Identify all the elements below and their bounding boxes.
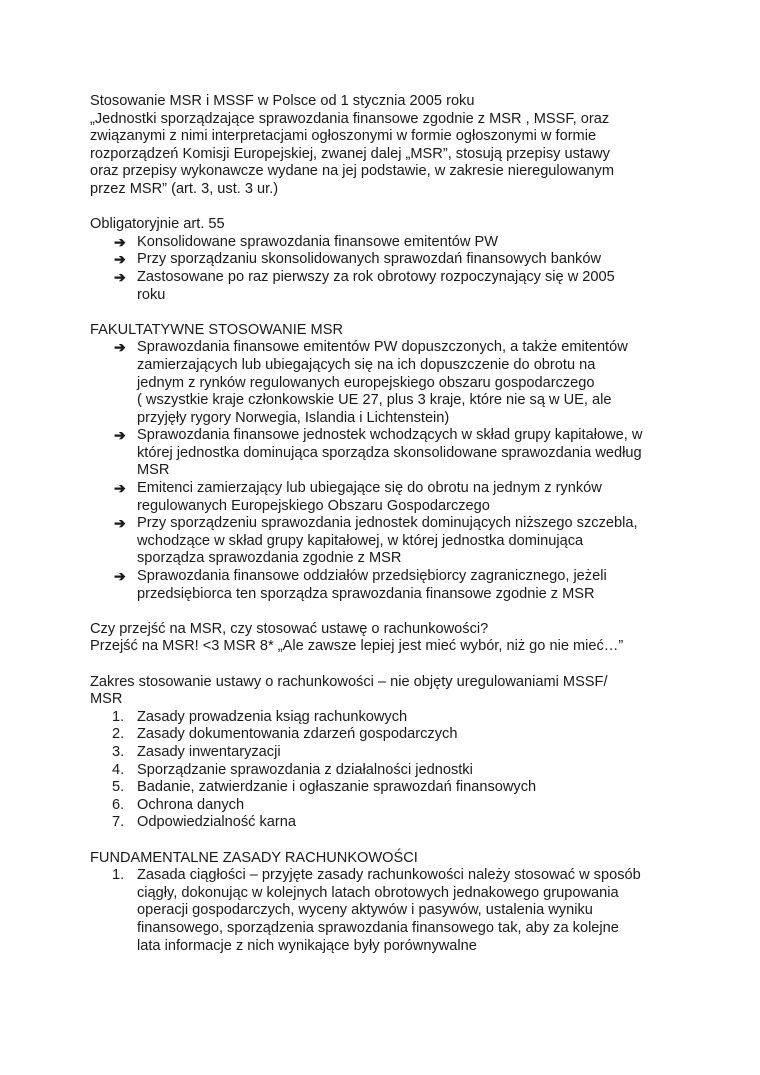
list-item [90,744,680,762]
list-item-text: Sprawozdania finansowe jednostek wchodzących w skład grupy kapitałowe, w [137,427,643,444]
list-item-text: Konsolidowane sprawozdania finansowe emitentów PW [137,233,498,250]
list-item-text: Zasada ciągłości – przyjęte zasady rachunkowości należy stosować w sposób [137,867,641,884]
quote-line: związanymi z nimi interpretacjami ogłoszonymi w formie ogłoszonymi w formie [90,128,597,145]
list-item-text: ( wszystkie kraje członkowskie UE 27, plus 3 kraje, które nie są w UE, ale [137,392,612,409]
obligatory-list [90,234,680,304]
section-title: Stosowanie MSR i MSSF w Polsce od 1 stycznia 2005 roku [90,93,475,109]
question-line: Czy przejść na MSR, czy stosować ustawę o rachunkowości? [90,620,489,637]
list-item-text: Zasady prowadzenia ksiąg rachunkowych [137,708,408,725]
list-item-text: sporządza sprawozdania zgodnie z MSR [137,550,402,567]
list-item-text: Odpowiedzialność karna [137,814,296,831]
list-item-text: Sporządzanie sprawozdania z działalności jednostki [137,761,473,778]
optional-list [90,339,680,603]
list-number: 2. [112,726,125,743]
section-fundamental-principles [90,850,680,956]
arrow-bullet-icon: ➔ [114,251,126,268]
list-number: 1. [112,867,125,884]
section-title: Obligatoryjnie art. 55 [90,216,225,233]
arrow-bullet-icon: ➔ [114,568,126,585]
section-title: FAKULTATYWNE STOSOWANIE MSR [90,321,343,338]
list-number: 5. [112,779,125,796]
arrow-bullet-icon: ➔ [114,268,126,285]
arrow-bullet-icon: ➔ [114,339,126,356]
list-item [90,814,680,832]
list-item-text: przedsiębiorca ten sporządza sprawozdania finansowe zgodnie z MSR [137,585,595,602]
list-item-text: Sprawozdania finansowe emitentów PW dopuszczonych, a także emitentów [137,339,628,356]
list-item-text: Sprawozdania finansowe oddziałów przedsiębiorcy zagranicznego, jeżeli [137,568,607,585]
section-title: FUNDAMENTALNE ZASADY RACHUNKOWOŚCI [90,849,418,866]
list-item [90,515,680,568]
list-item-text: Przy sporządzeniu sprawozdania jednostek dominujących niższego szczebla, [137,515,638,532]
list-item [90,339,680,427]
arrow-bullet-icon: ➔ [114,480,126,497]
list-number: 7. [112,814,125,831]
answer-line: Przejść na MSR! <3 MSR 8* „Ale zawsze lepiej jest mieć wybór, niż go nie mieć…” [90,638,624,655]
list-item [90,480,680,515]
arrow-bullet-icon: ➔ [114,233,126,250]
section-accounting-act-scope [90,674,680,832]
list-item-text: Zasady dokumentowania zdarzeń gospodarczych [137,726,458,743]
scope-list [90,709,680,832]
list-number: 6. [112,796,125,813]
quote-line: przez MSR” (art. 3, ust. 3 ur.) [90,180,279,197]
list-item-text: jednym z rynków regulowanych europejskiego obszaru gospodarczego [137,374,595,391]
list-item-text: wchodzące w skład grupy kapitałowej, w której jednostka dominująca [137,532,584,549]
section-msr-in-poland [90,93,680,199]
arrow-bullet-icon: ➔ [114,427,126,444]
list-number: 4. [112,761,125,778]
list-item-text: finansowego, sporządzenia sprawozdania finansowego tak, aby za kolejne [137,919,619,936]
list-item [90,762,680,780]
list-number: 1. [112,708,125,725]
list-item-text: regulowanych Europejskiego Obszaru Gospodarczego [137,497,490,514]
list-item [90,779,680,797]
list-item-text: MSR [137,462,170,479]
list-item [90,797,680,815]
list-number: 3. [112,743,125,760]
list-item-text: Emitenci zamierzający lub ubiegające się do obrotu na jednym z rynków [137,480,602,497]
list-item-text: Zasady inwentaryzacji [137,743,281,760]
list-item [90,568,680,603]
quote-line: rozporządzeń Komisji Europejskiej, zwanej dalej „MSR”, stosują przepisy ustawy [90,145,610,162]
section-title: Zakres stosowanie ustawy o rachunkowości – nie objęty uregulowaniami MSSF/ [90,673,608,690]
list-item-text: operacji gospodarczych, wyceny aktywów i pasywów, ustalenia wyniku [137,902,593,919]
list-item-text: roku [137,286,166,303]
list-item-text: Badanie, zatwierdzanie i ogłaszanie sprawozdań finansowych [137,779,537,796]
section-title: MSR [90,691,123,708]
list-item-text: zamierzających lub ubiegających się na ich dopuszczenie do obrotu na [137,356,596,373]
quote-line: oraz przepisy wykonawcze wydane na jej podstawie, w zakresie nieregulowanym [90,163,615,180]
arrow-bullet-icon: ➔ [114,515,126,532]
list-item [90,269,680,304]
list-item-text: lata informacje z nich wynikające były porównywalne [137,937,477,954]
principles-list [90,867,680,955]
list-item [90,867,680,955]
list-item [90,251,680,269]
list-item-text: Przy sporządzaniu skonsolidowanych sprawozdań finansowych banków [137,251,602,268]
list-item-text: ciągły, dokonując w kolejnych latach obrotowych jednakowego grupowania [137,884,619,901]
list-item [90,427,680,480]
section-optional-msr [90,322,680,604]
section-obligatory [90,216,680,304]
list-item-text: Zastosowane po raz pierwszy za rok obrotowy rozpoczynający się w 2005 [137,268,615,285]
list-item-text: której jednostka dominująca sporządza skonsolidowane sprawozdania według [137,444,642,461]
list-item [90,726,680,744]
list-item [90,234,680,252]
list-item-text: przyjęły rygory Norwegia, Islandia i Lichtenstein) [137,409,450,426]
list-item [90,709,680,727]
document-body [90,93,680,973]
section-question [90,621,680,656]
quote-line: „Jednostki sporządzające sprawozdania finansowe zgodnie z MSR , MSSF, oraz [90,110,610,127]
list-item-text: Ochrona danych [137,796,245,813]
